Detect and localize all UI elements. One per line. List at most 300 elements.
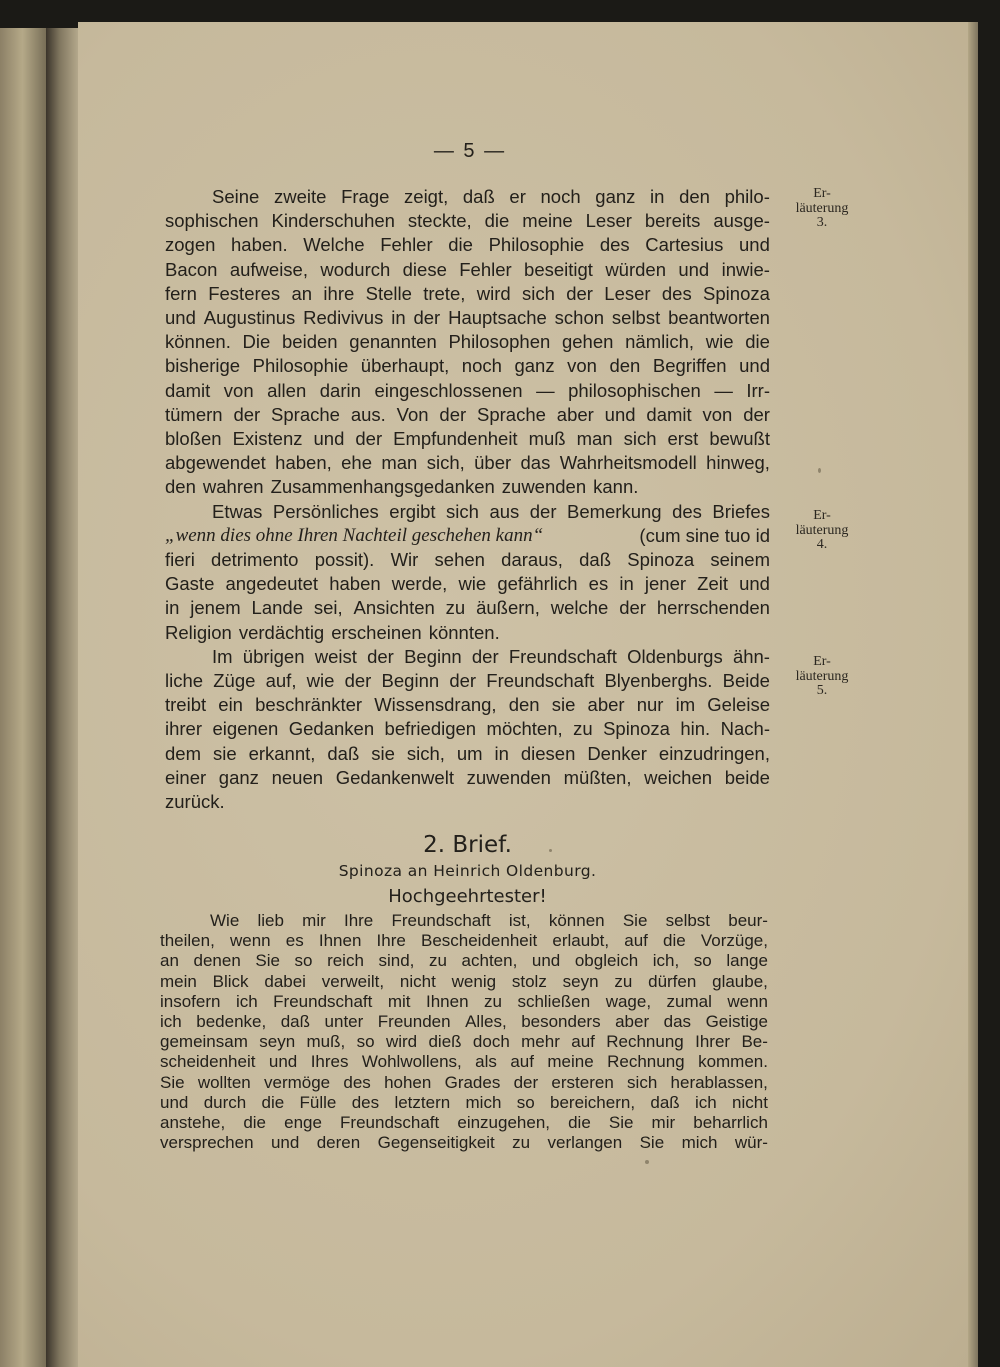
text-line xyxy=(165,330,770,354)
text-line xyxy=(212,185,770,209)
letter-line xyxy=(160,1093,768,1113)
word: des xyxy=(599,234,630,256)
word: müßten, xyxy=(563,766,632,788)
word: wollten xyxy=(197,1072,251,1092)
word: weichen xyxy=(644,766,713,788)
word: beide xyxy=(724,766,770,788)
word: der xyxy=(233,403,261,425)
word: Rechnung xyxy=(606,1032,684,1052)
word: man xyxy=(381,452,418,474)
word: wage, xyxy=(605,991,652,1011)
word: selbst xyxy=(665,911,711,930)
word: Zeit xyxy=(697,573,728,595)
word: in xyxy=(165,597,180,619)
word: detrimento xyxy=(211,549,299,570)
word: bereits xyxy=(644,210,701,232)
word: inwie- xyxy=(721,258,770,280)
word: diesen xyxy=(520,742,576,764)
word: Frage xyxy=(341,186,390,207)
word: zu xyxy=(614,971,633,991)
word: meine xyxy=(547,1052,594,1072)
margin-note-number: 5. xyxy=(816,683,828,698)
word: einzudringen, xyxy=(658,742,770,764)
word: daß xyxy=(579,549,612,570)
word: philosophischen xyxy=(568,379,701,401)
word: der xyxy=(449,670,477,691)
word: Welche xyxy=(303,234,365,256)
word: Festeres xyxy=(208,282,281,304)
word: auf, xyxy=(265,670,297,691)
word: bewußt xyxy=(709,428,770,449)
word: allen xyxy=(267,379,307,401)
word: zu xyxy=(573,718,593,740)
word: bisherige xyxy=(165,355,241,377)
letter-subtitle: Spinoza an Heinrich Oldenburg. xyxy=(338,862,597,880)
word: insofern xyxy=(160,991,221,1011)
word: wür- xyxy=(734,1133,768,1153)
word: Die xyxy=(242,331,271,353)
text-line xyxy=(212,500,770,524)
word: kommen. xyxy=(698,1052,768,1072)
text-line xyxy=(165,306,770,330)
word: eigenen xyxy=(212,718,279,740)
word: Empfundenheit xyxy=(393,428,518,449)
word: er xyxy=(509,186,526,207)
word: ich xyxy=(694,1092,717,1112)
letter-salutation: Hochgeehrtester! xyxy=(388,886,547,907)
word: Oldenburgs xyxy=(627,645,723,667)
word: des xyxy=(343,1072,371,1092)
paper-speck xyxy=(549,849,552,852)
word: hin. xyxy=(680,718,711,740)
letter-line xyxy=(160,1052,768,1072)
margin-note-4 xyxy=(782,508,862,551)
word: die xyxy=(568,1113,591,1132)
word: seinem xyxy=(710,549,770,570)
word: aufweise, xyxy=(229,258,308,280)
word: der xyxy=(471,645,499,667)
word: Grades xyxy=(444,1072,501,1092)
word: aus xyxy=(489,500,520,522)
word: seyn xyxy=(259,1032,296,1052)
word: Wohlwollens, xyxy=(361,1052,462,1072)
word: auf xyxy=(571,1032,595,1052)
word: Irr- xyxy=(746,379,770,401)
word: äußern, xyxy=(476,597,540,619)
word: trete, xyxy=(423,282,466,304)
word: meine xyxy=(522,210,573,232)
word: von xyxy=(567,355,597,377)
word: erscheinen xyxy=(331,621,422,643)
word: den xyxy=(609,355,641,377)
word: Leser xyxy=(604,282,651,304)
word: sophischen xyxy=(165,210,259,232)
word: und xyxy=(739,355,770,377)
word: Begriffen xyxy=(652,355,727,377)
word: wie xyxy=(306,670,335,691)
word: wenig xyxy=(451,971,497,991)
word: obgleich xyxy=(574,951,639,971)
word: noch xyxy=(461,355,502,377)
word: erlaubt, xyxy=(552,931,610,951)
word: die xyxy=(243,1113,267,1132)
word: und xyxy=(160,1092,189,1112)
word: Ihre xyxy=(343,911,374,930)
word: als xyxy=(475,1052,497,1072)
word: scheidenheit xyxy=(160,1052,256,1072)
word: ganz xyxy=(218,766,259,788)
text-line xyxy=(212,645,770,669)
word: neuen xyxy=(271,766,324,788)
word: unter xyxy=(324,1012,364,1031)
word: Augustinus xyxy=(203,307,296,328)
word: nicht xyxy=(399,971,436,991)
word: wird xyxy=(385,1032,418,1052)
word: ihrer xyxy=(165,718,203,740)
word: würden xyxy=(605,258,666,280)
word: ganz xyxy=(514,355,555,377)
text-line xyxy=(165,403,770,427)
word: daß xyxy=(650,1092,680,1112)
word: und xyxy=(165,307,196,328)
word: einzugehen, xyxy=(457,1113,550,1132)
word: steckte, xyxy=(407,210,472,232)
word: aus. xyxy=(350,403,386,425)
word: die xyxy=(663,931,686,951)
word: damit xyxy=(165,379,211,401)
word: es xyxy=(285,931,304,951)
word: über xyxy=(474,452,512,474)
page-number: — 5 — xyxy=(433,140,507,162)
margin-note-number: 3. xyxy=(816,215,828,230)
word: Wahrheitsmodell xyxy=(559,452,697,474)
word: weist xyxy=(314,645,357,667)
word: Von xyxy=(396,403,429,425)
word: Seine xyxy=(212,186,260,207)
letter-line xyxy=(160,931,768,951)
word: ganz xyxy=(595,186,636,207)
word: nämlich, xyxy=(625,331,695,353)
word: dabei xyxy=(264,971,306,991)
word: selbst xyxy=(611,307,661,328)
word: Ihres xyxy=(310,1052,349,1072)
word: Redivivus xyxy=(303,307,384,328)
word: ich xyxy=(235,991,258,1011)
word: letztern xyxy=(394,1092,451,1112)
text-line xyxy=(165,621,770,645)
word: mich xyxy=(681,1133,718,1153)
word: versprechen xyxy=(160,1133,254,1153)
word: Kinderschuhen xyxy=(271,210,395,232)
word: mir xyxy=(302,911,326,930)
word: Wie xyxy=(210,911,240,930)
word: zweite xyxy=(273,186,327,207)
word: und xyxy=(313,428,345,449)
word: in xyxy=(650,186,665,207)
word: fieri xyxy=(165,549,195,570)
word: schließen xyxy=(517,991,591,1011)
word: den xyxy=(679,186,710,207)
word: sei, xyxy=(313,597,343,619)
word: es xyxy=(588,573,609,595)
word: durch xyxy=(203,1092,247,1112)
word: erkannt, xyxy=(248,742,316,764)
word: und xyxy=(739,573,770,595)
word: beharrlich xyxy=(693,1113,768,1132)
word: der xyxy=(344,670,372,691)
word: beur- xyxy=(728,911,768,930)
text-line xyxy=(165,427,770,451)
word: zu xyxy=(512,1133,531,1153)
word: Fülle xyxy=(299,1092,337,1112)
word: Hauptsache xyxy=(448,307,547,328)
word: Spinoza xyxy=(703,282,770,304)
text-line xyxy=(165,451,770,475)
word: Freundschaft xyxy=(340,1113,440,1132)
word: der xyxy=(743,403,770,425)
text-line xyxy=(165,572,770,596)
word: so xyxy=(516,1092,535,1112)
word: der xyxy=(529,500,557,522)
word: befriedigen xyxy=(384,718,477,740)
word: Sprache xyxy=(271,403,340,425)
word: philo- xyxy=(724,186,770,207)
word: Sie xyxy=(622,911,648,930)
word: ergibt xyxy=(389,500,436,522)
word: sind, xyxy=(378,951,415,971)
word: seyn xyxy=(562,971,599,991)
word: auf xyxy=(510,1052,534,1072)
word: von xyxy=(702,403,733,425)
word: könnten. xyxy=(428,621,500,643)
word: noch xyxy=(540,186,581,207)
margin-note-label: Er- läuterung xyxy=(795,654,849,684)
word: Freundschaft xyxy=(508,645,617,667)
text-line xyxy=(165,669,770,693)
word: zu xyxy=(484,991,502,1011)
word: Rechnung xyxy=(607,1052,685,1072)
word: denen xyxy=(193,951,241,971)
word: den xyxy=(508,694,540,716)
word: des xyxy=(351,1092,380,1112)
page-edge xyxy=(968,22,978,1367)
letter-line xyxy=(160,1032,768,1052)
word: so xyxy=(356,1032,375,1052)
word: sich xyxy=(521,282,555,304)
word: das xyxy=(520,452,551,474)
word: zuwenden xyxy=(466,766,551,788)
paper-speck xyxy=(645,1160,649,1164)
word: Züge xyxy=(213,670,256,691)
word: ersteren xyxy=(551,1072,614,1092)
word: welche xyxy=(550,597,609,619)
word: dem xyxy=(165,742,201,764)
word: der xyxy=(413,307,441,328)
word: Wissensdrang, xyxy=(374,694,497,716)
word: der xyxy=(513,1072,539,1092)
word: zuwenden xyxy=(501,476,587,498)
word: daß xyxy=(327,742,360,764)
word: besonders xyxy=(521,1012,601,1031)
margin-note-number: 4. xyxy=(816,537,828,552)
word: der xyxy=(619,597,646,619)
word: sich xyxy=(623,428,657,449)
word: sie xyxy=(551,694,576,716)
word: die xyxy=(745,331,770,353)
word: und xyxy=(604,403,636,425)
word: stolz xyxy=(511,971,547,991)
word: an xyxy=(160,951,179,971)
word: überhaupt, xyxy=(360,355,450,377)
word: Bemerkung xyxy=(566,500,662,522)
word: des xyxy=(661,282,692,304)
word: Existenz xyxy=(232,428,303,449)
word: Zusammenhangsgedanken xyxy=(270,476,495,498)
word: Gegenseitigkeit xyxy=(377,1133,495,1153)
word: liche xyxy=(165,670,204,691)
word: Bescheidenheit xyxy=(420,931,538,951)
word: in xyxy=(494,742,509,764)
word: hohen xyxy=(384,1072,432,1092)
word: Blyenberghs. xyxy=(604,670,713,691)
letter-line xyxy=(160,972,768,992)
word: auf xyxy=(624,931,648,951)
word: ich, xyxy=(652,951,680,971)
word: sie xyxy=(371,742,395,764)
word: possit). xyxy=(314,549,375,570)
quoted-phrase: „wenn dies ohne Ihren Nachteil geschehen kann“ xyxy=(165,524,544,546)
word: schon xyxy=(554,307,605,328)
word: darin xyxy=(319,379,361,401)
word: aber xyxy=(556,403,594,425)
word: gehen xyxy=(561,331,614,353)
word: sich xyxy=(627,1072,658,1092)
word: der xyxy=(439,403,467,425)
word: — xyxy=(714,379,733,401)
word: man xyxy=(576,428,613,449)
word: sehen xyxy=(434,549,485,570)
word: das xyxy=(663,1012,692,1031)
word: hinweg, xyxy=(706,452,770,474)
word: Sie xyxy=(255,951,280,971)
margin-note-label: Er- läuterung xyxy=(795,186,849,216)
margin-note-5 xyxy=(782,654,862,697)
word: daß xyxy=(280,1012,311,1031)
text-line xyxy=(165,233,770,257)
word: fern xyxy=(165,282,197,304)
word: Be- xyxy=(741,1032,768,1052)
word: ein xyxy=(218,694,243,716)
word: — xyxy=(536,379,555,401)
word: sie xyxy=(212,742,237,764)
word: zu xyxy=(445,597,466,619)
word: können xyxy=(548,911,605,930)
word: Sprache xyxy=(477,403,546,425)
word: mit xyxy=(387,991,411,1011)
word: glaube, xyxy=(712,971,768,991)
word: und xyxy=(270,1133,300,1153)
word: Wir xyxy=(390,549,419,570)
word: des xyxy=(672,500,702,522)
word: Stelle xyxy=(365,282,412,304)
word: daß xyxy=(462,186,495,207)
word: Freundschaft xyxy=(486,670,595,691)
word: abgewendet xyxy=(165,452,266,474)
letter-line xyxy=(160,1012,768,1032)
word: Gaste xyxy=(165,573,215,595)
word: Nach- xyxy=(720,718,770,740)
word: verweilt, xyxy=(321,971,385,991)
word: der xyxy=(566,282,593,304)
word: Vorzüge, xyxy=(700,931,768,951)
word: eingeschlossenen xyxy=(374,379,523,401)
word: Bacon xyxy=(165,258,218,280)
word: Geistige xyxy=(705,1012,768,1031)
text-line xyxy=(165,742,770,766)
word: Freunden xyxy=(377,1012,451,1031)
word: mein xyxy=(160,971,197,991)
word: Fehler xyxy=(380,234,433,256)
word: muß xyxy=(528,428,566,449)
word: Religion xyxy=(165,621,232,643)
word: Geleise xyxy=(707,694,770,716)
word: mir xyxy=(651,1113,676,1132)
word: übrigen xyxy=(242,645,305,667)
word: reich xyxy=(327,951,364,971)
word: zogen xyxy=(165,234,216,256)
word: verdächtig xyxy=(238,621,325,643)
word: doch xyxy=(472,1032,510,1052)
margin-note-label: Er- läuterung xyxy=(795,508,849,538)
word: gemeinsam xyxy=(160,1032,248,1052)
word: Alles, xyxy=(465,1012,507,1031)
word: möchten, xyxy=(486,718,563,740)
word: muß, xyxy=(306,1032,346,1052)
word: nicht xyxy=(732,1092,768,1112)
word: achten, xyxy=(461,951,518,971)
word: wenn xyxy=(229,931,271,951)
word: Briefes xyxy=(712,500,770,522)
word: treibt xyxy=(165,694,207,716)
letter-line xyxy=(160,1133,768,1153)
word: genannten xyxy=(349,331,437,353)
word: und xyxy=(678,258,710,280)
word: anstehe, xyxy=(160,1113,226,1132)
word: wodurch xyxy=(320,258,391,280)
word: mehr xyxy=(521,1032,560,1052)
word: werde, xyxy=(391,573,448,595)
word: Spinoza xyxy=(627,549,695,570)
word: lange xyxy=(726,951,768,971)
letter-title: 2. Brief. xyxy=(423,832,512,858)
text-line xyxy=(165,524,770,548)
word: und xyxy=(739,234,770,256)
word: wenn xyxy=(727,991,768,1011)
letter-line xyxy=(160,951,768,971)
word: ich xyxy=(160,1012,182,1031)
word: Philosophie xyxy=(252,355,349,377)
word: bloßen xyxy=(165,428,222,449)
word: bereichern, xyxy=(550,1092,636,1112)
word: beiden xyxy=(282,331,338,353)
word: nur xyxy=(636,694,664,716)
word: Denker xyxy=(587,742,647,764)
book-gutter xyxy=(46,28,80,1367)
text-line xyxy=(165,693,770,717)
word: lieb xyxy=(257,911,284,930)
word: zu xyxy=(429,951,447,971)
word: diese xyxy=(402,258,447,280)
